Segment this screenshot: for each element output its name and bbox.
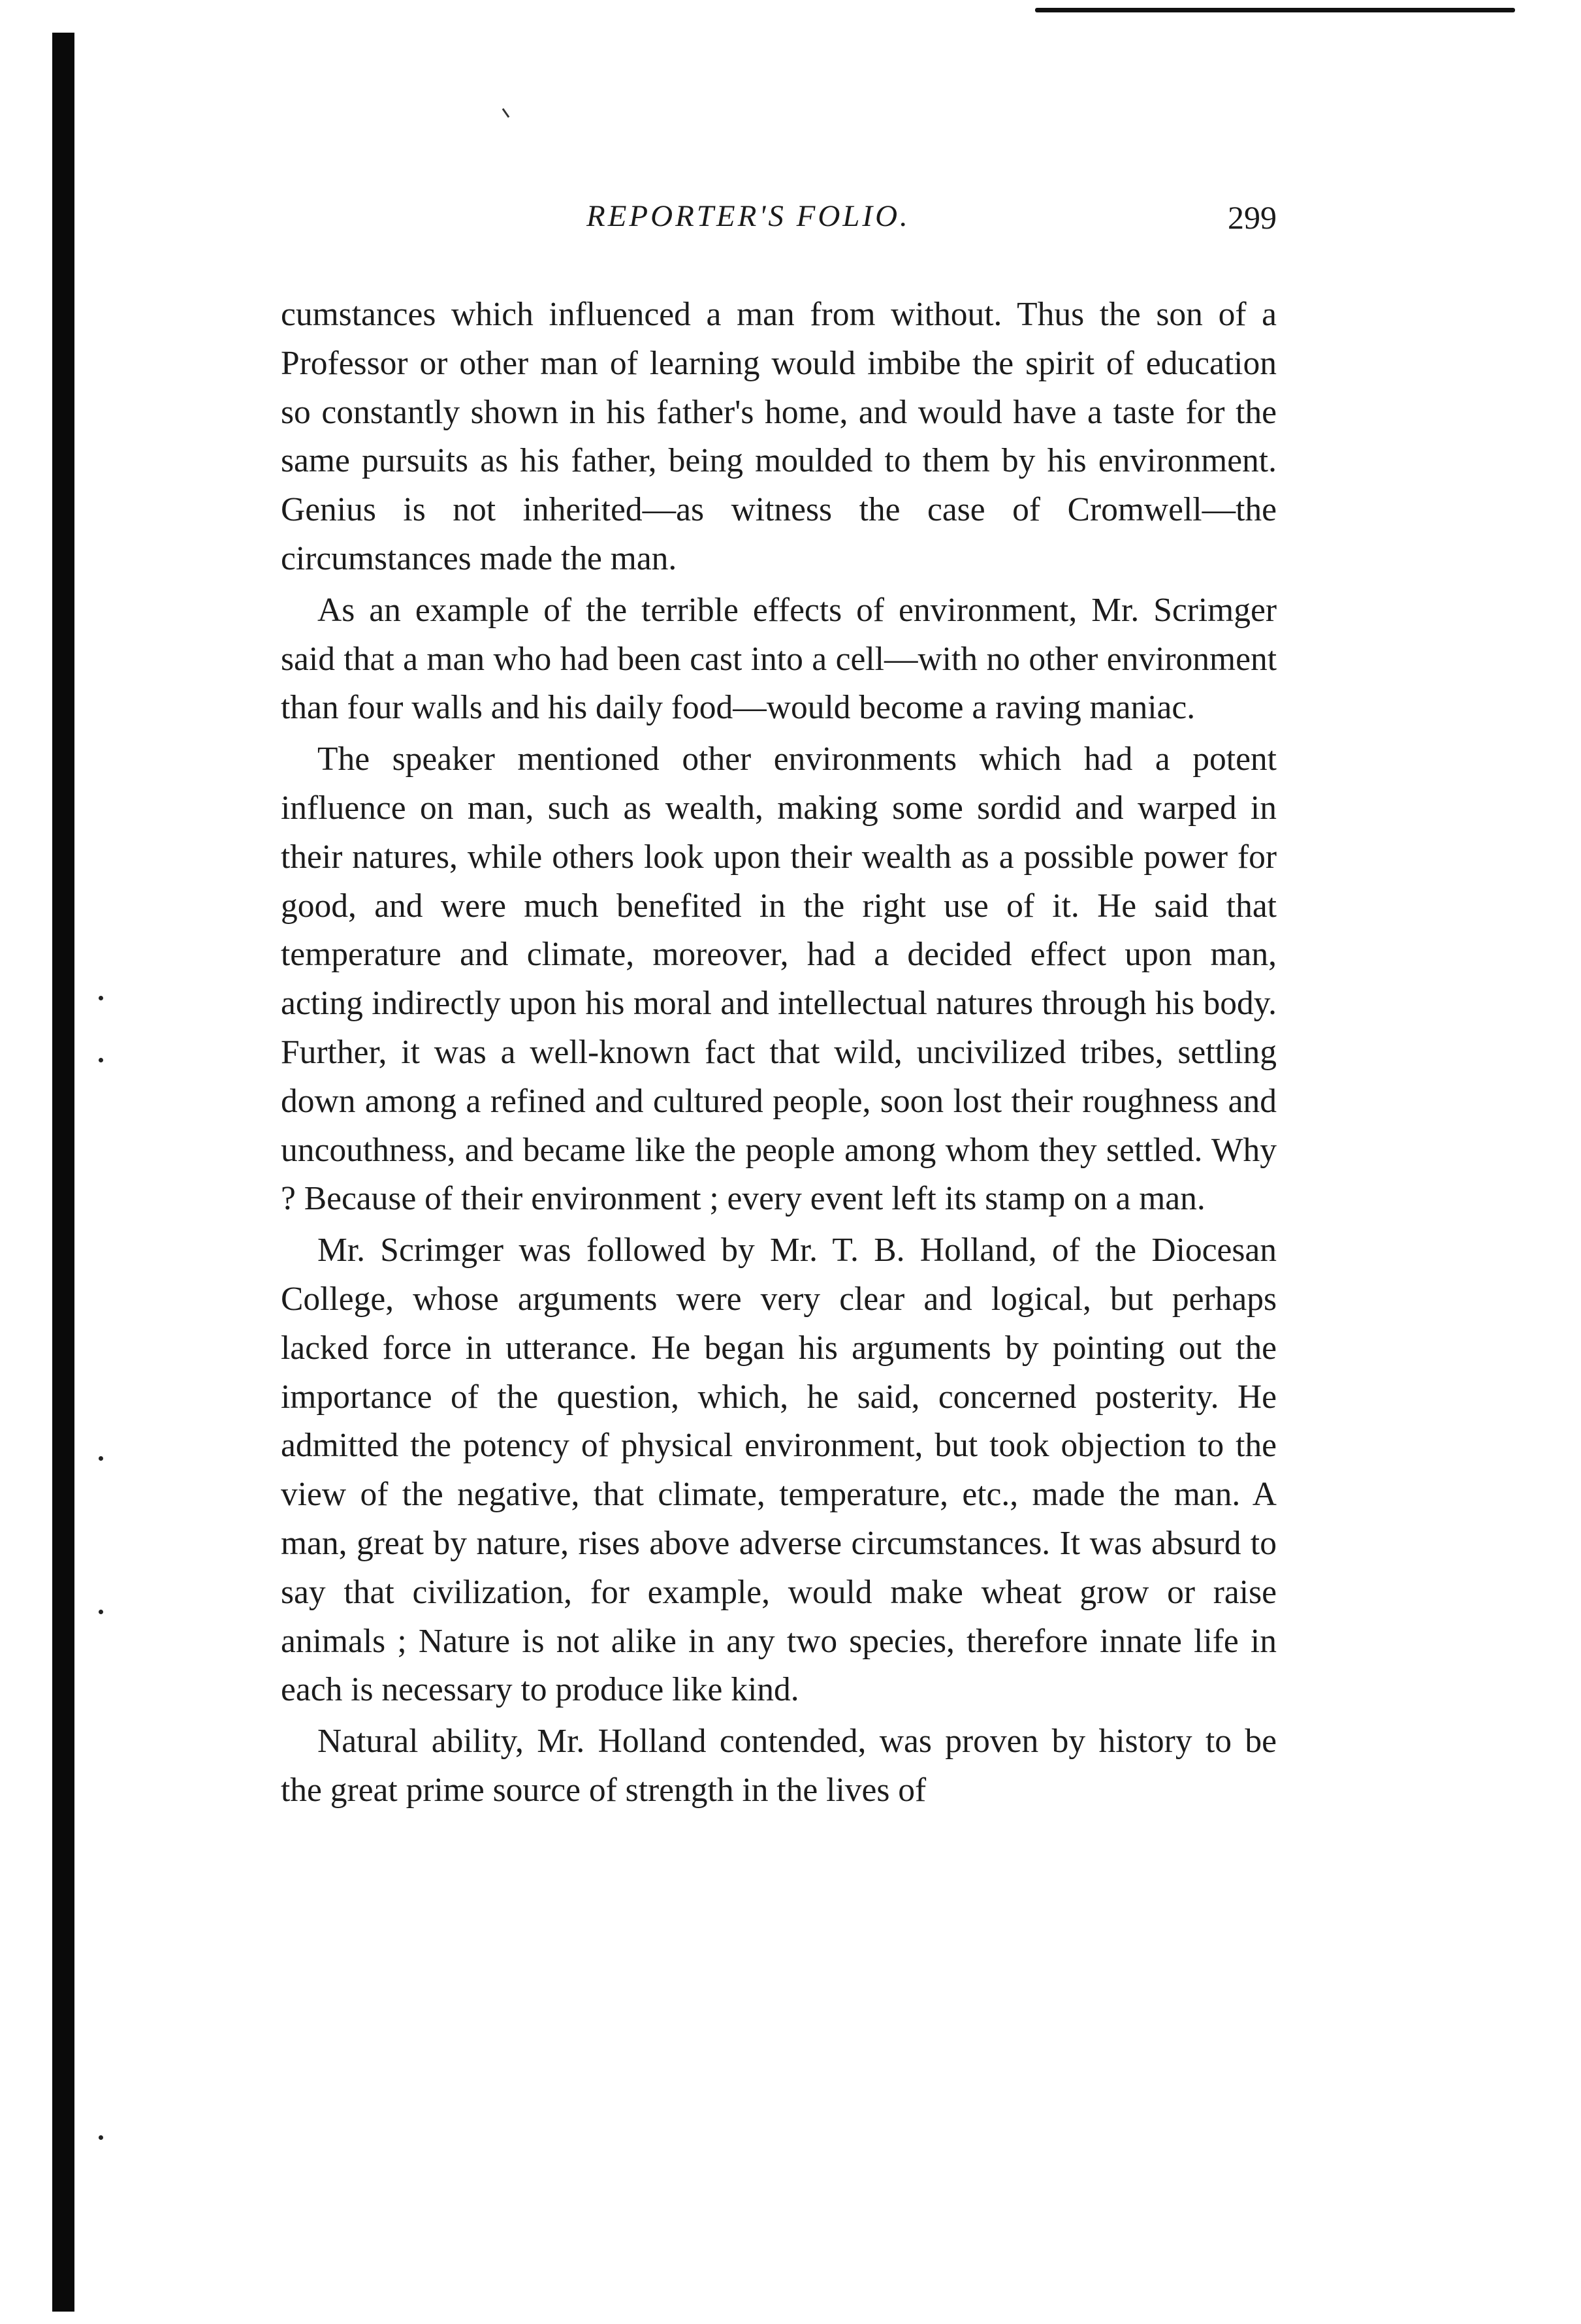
scan-speck <box>99 1456 103 1461</box>
page-header <box>281 199 1277 244</box>
scan-speck <box>99 1610 103 1614</box>
paragraph: Mr. Scrimger was followed by Mr. T. B. Holland, of the Diocesan College, whose arguments were very clear and logical, but perhaps lacked force in utterance. He began his arguments by pointing out the importance of the question, which, he said, concerned posterity. He admitted the potency of physical environment, but took objection to the view of the negative, that climate, temperature, etc., made the man. A man, great by nature, rises above adverse circumstances. It was absurd to say that civilization, for example, would make wheat grow or raise animals ; Nature is not alike in any two species, therefore innate life in each is necessary to produce like kind. <box>281 1232 1277 1709</box>
paragraph: The speaker mentioned other environments which had a potent influence on man, such as wealth, making some sordid and warped in their natures, while others look upon their wealth as a possible power for good, and were much benefited in the right use of it. He said that temperature and climate, moreover, had a decided effect upon man, acting indirectly upon his moral and intellectual natures through his body. Further, it was a well-known fact that wild, uncivilized tribes, settling down among a refined and cultured people, soon lost their roughness and uncouthness, and became like the people among whom they settled. Why ? Because of their environment ; every event left its stamp on a man. <box>281 740 1277 1218</box>
scan-speck <box>99 1058 103 1062</box>
top-edge-rule <box>1035 8 1515 12</box>
page-number: 299 <box>1228 199 1277 236</box>
paragraph: As an example of the terrible effects of environment, Mr. Scrimger said that a man who had been cast into a cell—with no other environment than four walls and his daily food—would become a raving maniac. <box>281 591 1277 727</box>
body-text <box>281 291 1277 1818</box>
book-spine-shadow <box>52 33 74 2312</box>
scan-mark <box>502 108 510 118</box>
scan-speck <box>99 996 103 1000</box>
running-head: REPORTER'S FOLIO. <box>586 199 910 233</box>
scan-speck <box>99 2135 103 2140</box>
paragraph-continued: cumstances which influenced a man from without. Thus the son of a Professor or other man of learning would imbibe the spirit of education so constantly shown in his father's home, and would have a taste for the same pursuits as his father, being moulded to them by his environment. Genius is not inherited—as witness the case of Cromwell—the circumstances made the man. <box>281 296 1277 577</box>
paragraph: Natural ability, Mr. Holland contended, was proven by history to be the great prime source of strength in the lives of <box>281 1723 1277 1809</box>
